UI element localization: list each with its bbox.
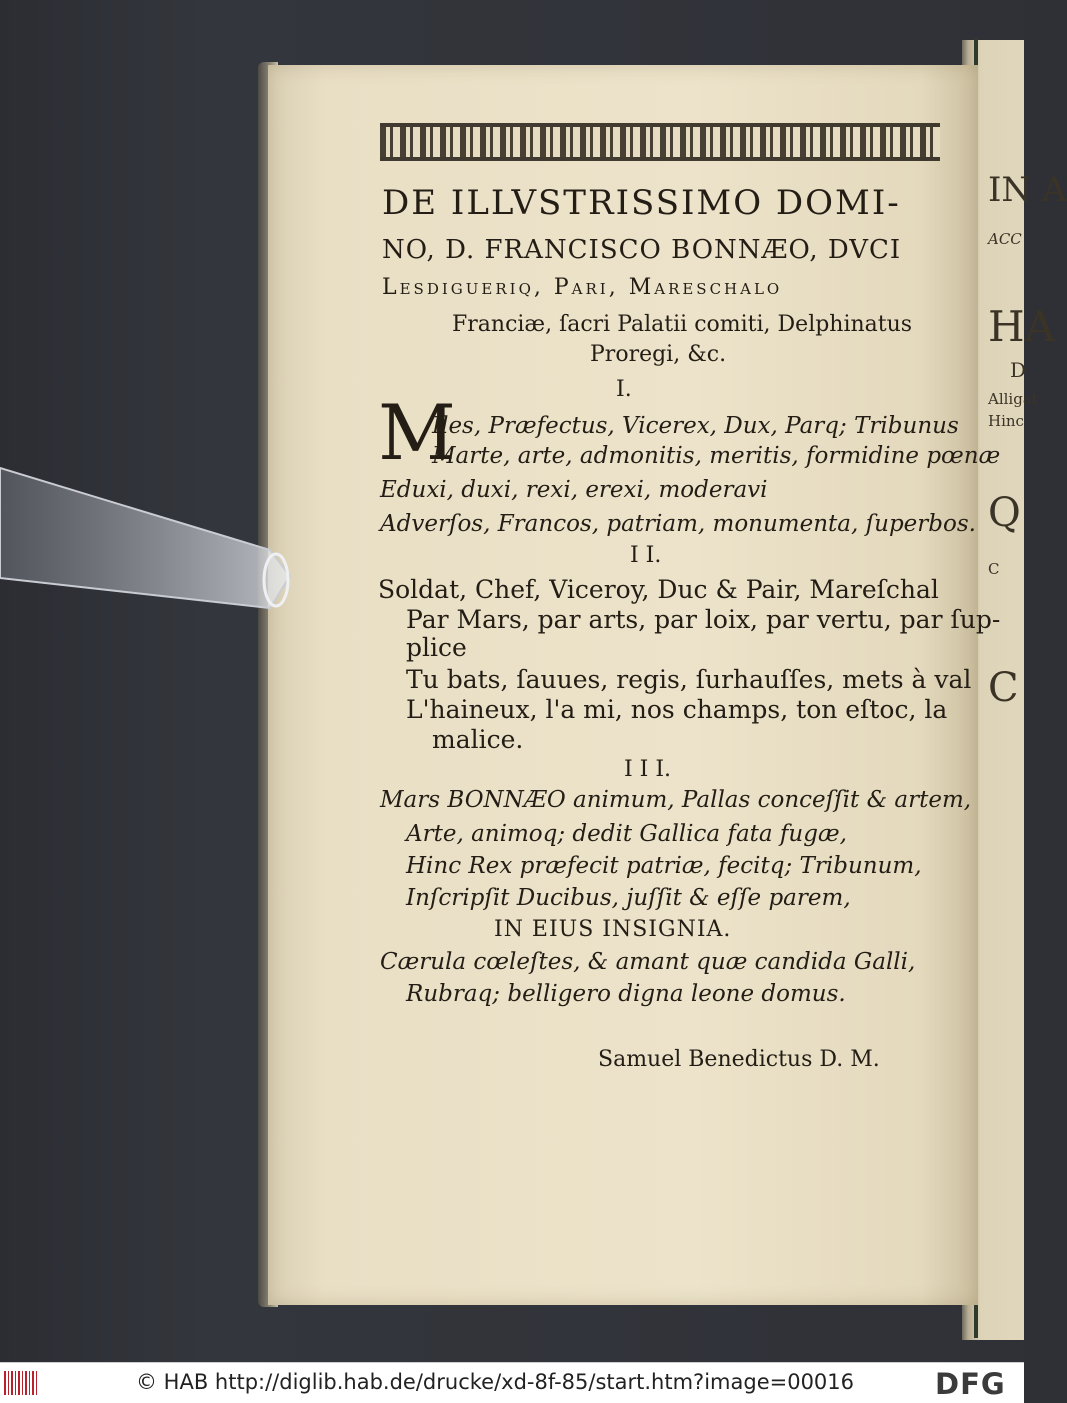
barcode-icon	[4, 1371, 38, 1395]
facing-page-fragment: Hinc	[988, 412, 1024, 430]
signature: Samuel Benedictus D. M.	[598, 1047, 880, 1072]
verse-line: Soldat, Chef, Viceroy, Duc & Pair, Mareſchal	[378, 575, 939, 604]
verse-line: Adverſos, Francos, patriam, monumenta, ſuperbos.	[380, 511, 976, 537]
verse-line: Inſcripſit Ducibus, juſſit & eſſe parem,	[406, 885, 851, 911]
drop-cap: M	[378, 388, 456, 477]
dfg-logo: DFG	[935, 1367, 1006, 1401]
facing-page-fragment: HA	[988, 302, 1055, 351]
heading-line-1: DE ILLVSTRISSIMO DOMI-	[382, 183, 901, 223]
heading-line-4: Franciæ, ſacri Palatii comiti, Delphinatus	[452, 312, 913, 337]
heading-line-3: Lesdigueriq, Pari, Mareschalo	[382, 275, 783, 300]
facing-page-fragment: C	[988, 560, 1000, 578]
section-number-3: I I I.	[624, 757, 672, 782]
verse-line: Eduxi, duxi, rexi, erexi, moderavi	[380, 477, 768, 503]
verse-line: Hinc Rex præfecit patriæ, fecitq; Tribunum,	[406, 853, 922, 879]
document-page	[268, 65, 1001, 1305]
verse-line: Iles, Præfectus, Vicerex, Dux, Parq; Tribunus	[432, 413, 959, 439]
footer-bar	[0, 1362, 1024, 1403]
page-text	[268, 65, 1001, 1305]
facing-page-fragment: Alligat	[988, 390, 1038, 408]
section-number-1: I.	[616, 377, 632, 402]
facing-page-fragment: ACC	[988, 230, 1022, 248]
verse-line: Arte, animoq; dedit Gallica fata fugæ,	[406, 821, 847, 847]
page-holder-clip	[0, 468, 300, 608]
verse-line: plice	[406, 633, 467, 662]
facing-page-fragment: C	[988, 665, 1019, 711]
heading-line-5: Proregi, &c.	[590, 342, 727, 367]
facing-page-fragment: IN A	[988, 170, 1067, 210]
verse-line: L'haineux, l'a mi, nos champs, ton eſtoc, la	[406, 695, 948, 724]
facing-page-fragment: D	[1010, 358, 1027, 382]
facing-page-fragment: Q	[988, 490, 1021, 536]
verse-line: Rubraq; belligero digna leone domus.	[406, 981, 846, 1007]
verse-line: Marte, arte, admonitis, meritis, formidine pœnæ	[432, 443, 1001, 469]
heading-line-2: NO, D. FRANCISCO BONNÆO, DVCI	[382, 235, 902, 265]
source-url[interactable]: © HAB http://diglib.hab.de/drucke/xd-8f-85/start.htm?image=00016	[136, 1370, 855, 1394]
verse-line: Par Mars, par arts, par loix, par vertu, par ſup-	[406, 605, 1001, 634]
verse-line: Mars BONNÆO animum, Pallas conceſſit & artem,	[380, 787, 972, 813]
section-number-2: I I.	[630, 543, 662, 568]
verse-line: malice.	[432, 725, 524, 754]
insignia-title: IN EIUS INSIGNIA.	[494, 917, 732, 942]
verse-line: Tu bats, ſauues, regis, ſurhauſſes, mets à val	[406, 665, 972, 694]
verse-line: Cærula cœleſtes, & amant quæ candida Galli,	[380, 949, 916, 975]
